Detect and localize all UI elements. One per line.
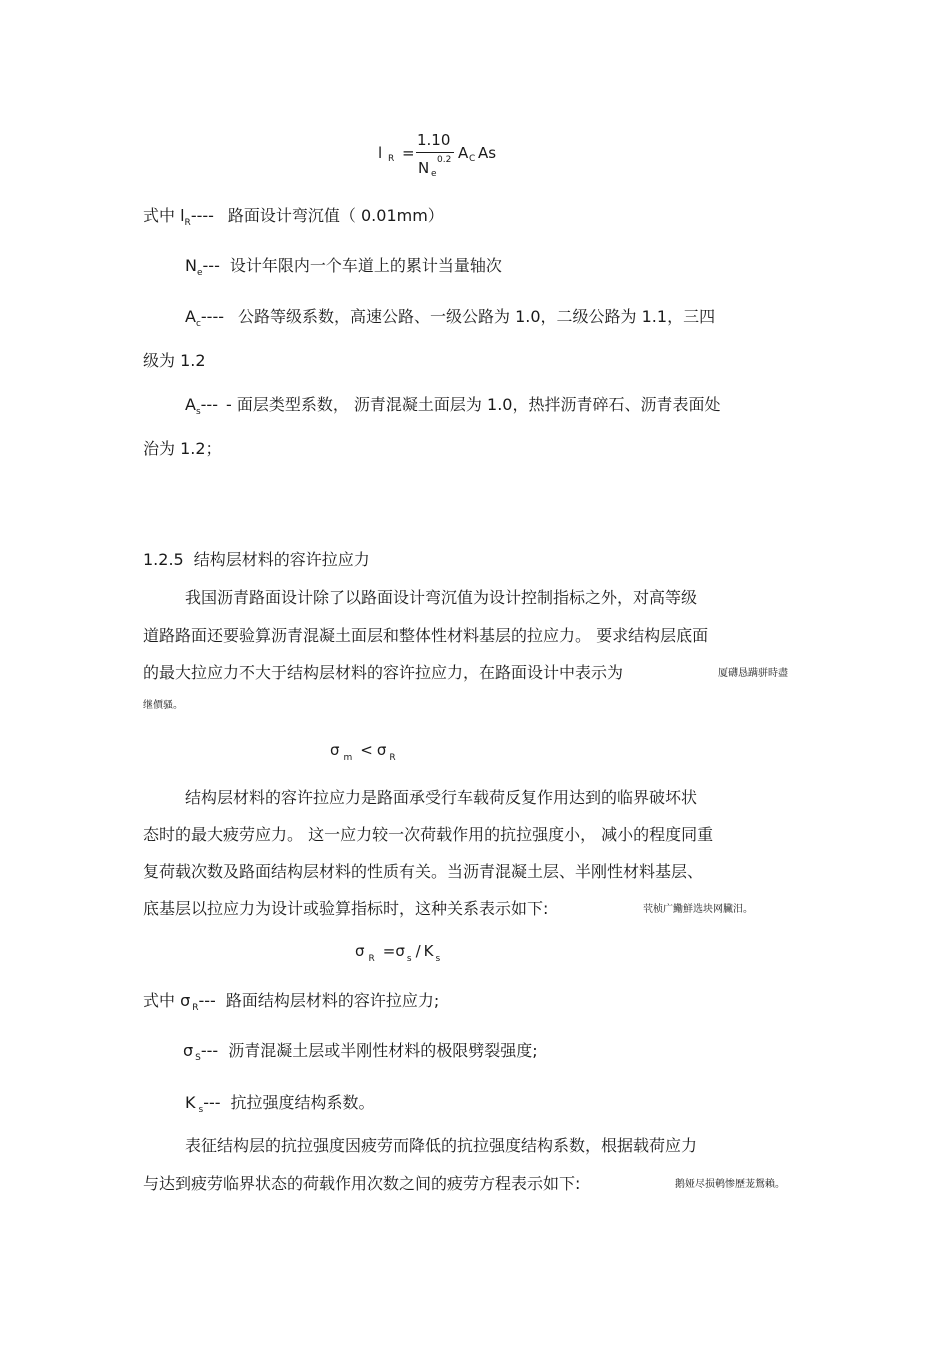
definition-sub: S [195, 1053, 201, 1063]
definition-sub: R [192, 1003, 199, 1013]
formula-k: K [423, 942, 434, 960]
definition-sub: e [196, 268, 203, 278]
definition-var: A [185, 395, 196, 414]
definition-as [185, 395, 720, 422]
definition-var: A [185, 307, 196, 326]
definition-text: 抗拉强度结构系数。 [230, 1093, 375, 1112]
definition-ne [185, 256, 502, 283]
definition-text: 公路等级系数，高速公路、一级公路为 1.0，二级公路为 1.1，三四 [238, 307, 716, 326]
formula-den-sub: e [431, 169, 437, 179]
definition-lr [143, 206, 444, 233]
paragraph-line: 复荷载次数及路面结构层材料的性质有关。当沥青混凝土层、半刚性材料基层、 [143, 862, 704, 881]
formula-allowable-stress [355, 942, 440, 964]
formula-equals: = [382, 942, 396, 960]
formula-subscript: m [343, 753, 353, 763]
formula-den-var: N [418, 159, 430, 177]
paragraph-line: 的最大拉应力不大于结构层材料的容许拉应力，在路面设计中表示为 [143, 663, 624, 682]
formula-rhs-var2: As [478, 144, 497, 162]
formula-subscript: s [406, 954, 412, 964]
definition-var: σ [180, 991, 191, 1010]
definition-sigma-s [183, 1041, 538, 1068]
formula-den-sup: 0.2 [437, 155, 452, 165]
definition-text: - 面层类型系数， 沥青混凝土面层为 1.0，热拌沥青碎石、沥青表面处 [225, 395, 721, 414]
definition-as-continued: 治为 1.2； [143, 439, 222, 458]
definition-dash: --- [203, 1093, 221, 1112]
paragraph-line: 与达到疲劳临界状态的荷载作用次数之间的疲劳方程表示如下: [143, 1174, 581, 1193]
definition-prefix: 式中 [143, 991, 181, 1010]
definition-var: l [180, 206, 185, 225]
formula-sigma: σ [376, 741, 387, 759]
section-title: 结构层材料的容许拉应力 [193, 550, 370, 569]
definition-text: 路面设计弯沉值（ 0.01mm） [227, 206, 444, 225]
paragraph-line: 我国沥青路面设计除了以路面设计弯沉值为设计控制指标之外，对高等级 [185, 588, 698, 607]
formula-rhs-sub1: C [469, 154, 476, 164]
definition-dash: --- [198, 991, 216, 1010]
definition-sub: c [195, 319, 201, 329]
definition-var: σ [183, 1041, 194, 1060]
garbled-text: 茕桢广鰳鮮选块网臟汨。 [643, 904, 753, 915]
formula-subscript: R [389, 753, 396, 763]
definition-var: K [185, 1093, 196, 1112]
section-number: 1.2.5 [143, 550, 184, 569]
fraction-bar [416, 152, 454, 153]
formula-lt: < [360, 741, 373, 759]
paragraph-line: 态时的最大疲劳应力。 这一应力较一次荷载作用的抗拉强度小， 减小的程度同重 [143, 825, 714, 844]
definition-text: 沥青混凝土层或半刚性材料的极限劈裂强度; [228, 1041, 538, 1060]
definition-ks [185, 1093, 375, 1120]
garbled-text: 继價骚。 [143, 700, 183, 711]
definition-sub: s [195, 407, 201, 417]
definition-sigma-r [143, 991, 439, 1018]
formula-equals: = [402, 144, 415, 162]
definition-ac [185, 307, 715, 334]
formula-subscript: R [368, 954, 375, 964]
paragraph-line: 结构层材料的容许拉应力是路面承受行车载荷反复作用达到的临界破坏状 [185, 788, 698, 807]
definition-var: N [185, 256, 197, 275]
definition-sub: R [184, 218, 191, 228]
definition-dash: --- [200, 1041, 219, 1060]
formula-sigma: σ [395, 942, 405, 960]
section-heading [143, 550, 370, 570]
definition-text: 路面结构层材料的容许拉应力; [225, 991, 440, 1010]
formula-subscript: s [435, 954, 441, 964]
garbled-text: 厦礴恳蹒骈時盡 [718, 668, 788, 679]
paragraph-line: 道路路面还要验算沥青混凝土面层和整体性材料基层的拉应力。 要求结构层底面 [143, 626, 709, 645]
formula-inequality [330, 741, 396, 763]
formula-numerator: 1.10 [417, 131, 451, 149]
definition-dash: --- [202, 256, 220, 275]
formula-slash: / [415, 942, 421, 960]
definition-dash: ---- [200, 307, 224, 326]
definition-text: 设计年限内一个车道上的累计当量轴次 [229, 256, 502, 275]
definition-dash: ---- [190, 206, 214, 225]
formula-subscript: R [388, 154, 395, 164]
garbled-text: 鹅娅尽损鹌惨歷茏鴛賴。 [675, 1179, 785, 1190]
definition-sub: s [198, 1105, 204, 1115]
formula-sigma: σ [355, 942, 365, 960]
formula-sigma: σ [330, 741, 340, 759]
paragraph-line: 底基层以拉应力为设计或验算指标时，这种关系表示如下: [143, 899, 549, 918]
paragraph-line: 表征结构层的抗拉强度因疲劳而降低的抗拉强度结构系数，根据载荷应力 [185, 1136, 698, 1155]
definition-prefix: 式中 [143, 206, 181, 225]
formula-rhs-var1: A [458, 144, 469, 162]
definition-dash: --- [200, 395, 218, 414]
formula-var: l [378, 144, 383, 162]
definition-ac-continued: 级为 1.2 [143, 351, 206, 370]
